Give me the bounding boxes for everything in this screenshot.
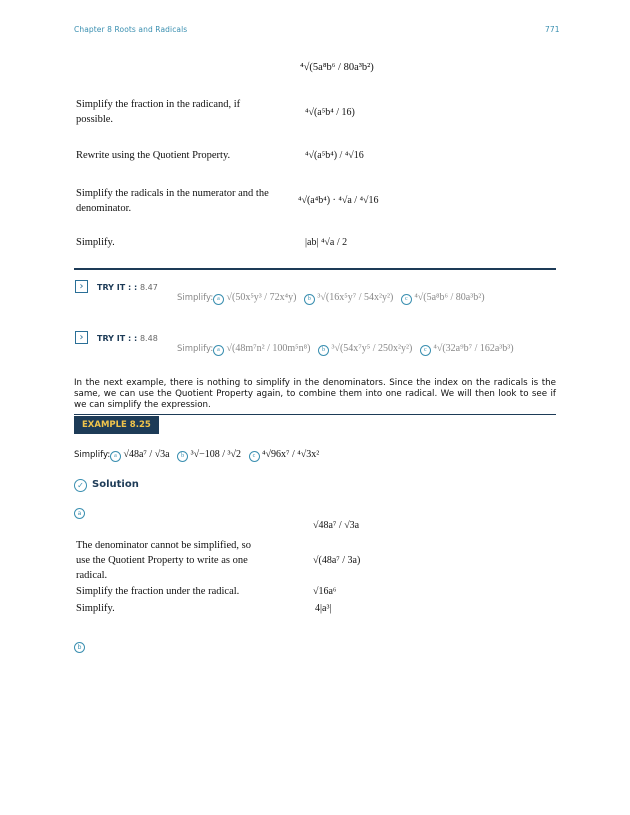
example-label: EXAMPLE 8.25 [74, 416, 159, 434]
solution-start-expr: √48a⁷ / √3a [313, 520, 360, 531]
solution-step-1-text: The denominator cannot be simplified, so use the Quotient Property to write as one radical. [76, 540, 251, 581]
marker-c: c [401, 294, 412, 305]
intro-paragraph: In the next example, there is nothing to simplify in the denominators. Since the index on the radicals is the same, we can use the Quotient Property again, to combine them into one radical. We will then look to see if we can simplify the expression. [74, 378, 556, 410]
marker-a: a [213, 294, 224, 305]
try-it-expand-icon[interactable]: › [75, 331, 88, 344]
solution-marker-b: b [74, 634, 85, 653]
try-it-prompt: Simplify: [177, 344, 214, 354]
example-divider [74, 414, 556, 415]
marker-b: b [318, 345, 329, 356]
step-1-text: Simplify the fraction in the radicand, if possible. [76, 99, 241, 125]
marker-c: c [420, 345, 431, 356]
top-expression: ⁴√(5a⁸b⁶ / 80a³b²) [300, 62, 374, 73]
step-1-math: ⁴√(a⁵b⁴ / 16) [305, 107, 355, 118]
marker-b: b [177, 451, 188, 462]
solution-step-2-text: Simplify the fraction under the radical. [76, 586, 240, 597]
marker-b: b [304, 294, 315, 305]
chapter-header: Chapter 8 Roots and Radicals [74, 25, 188, 34]
marker-a: a [110, 451, 121, 462]
solution-step-3-text: Simplify. [76, 603, 115, 614]
step-2-math: ⁴√(a⁵b⁴) / ⁴√16 [305, 150, 364, 161]
step-4-math: |ab| ⁴√a / 2 [305, 237, 348, 248]
try-it-items: a √(50x⁵y³ / 72x⁴y) b ³√(16x⁵y⁷ / 54x²y²) c ⁴√(5a⁸b⁶ / 80a³b²) [213, 292, 553, 305]
section-divider [74, 268, 556, 270]
solution-step-3-math: 4|a³| [315, 603, 332, 614]
example-prompt: Simplify: [74, 450, 111, 460]
marker-c: c [249, 451, 260, 462]
solution-marker-a: a [74, 500, 85, 519]
step-3-text: Simplify the radicals in the numerator and the denominator. [76, 188, 269, 214]
step-3-math: ⁴√(a⁴b⁴) · ⁴√a / ⁴√16 [298, 195, 379, 206]
try-it-items: a √(48m⁷n² / 100m⁵n⁸) b ³√(54x⁷y⁵ / 250x²y²) c ⁴√(32a⁹b⁷ / 162a³b³) [213, 343, 553, 356]
solution-step-2-math: √16a⁶ [313, 586, 337, 597]
check-icon: ✓ [74, 479, 87, 492]
try-it-label: TRY IT : : 8.48 [97, 334, 158, 343]
step-2-text: Rewrite using the Quotient Property. [76, 150, 231, 161]
step-4-text: Simplify. [76, 237, 115, 248]
try-it-expand-icon[interactable]: › [75, 280, 88, 293]
try-it-label: TRY IT : : 8.47 [97, 283, 158, 292]
example-items: a √48a⁷ / √3a b ³√−108 / ³√2 c ⁴√96x⁷ / ⁴√3x² [110, 449, 530, 462]
solution-title: Solution [92, 479, 139, 490]
try-it-prompt: Simplify: [177, 293, 214, 303]
page-number: 771 [545, 25, 560, 34]
solution-step-1-math: √(48a⁷ / 3a) [313, 555, 361, 566]
marker-a: a [213, 345, 224, 356]
